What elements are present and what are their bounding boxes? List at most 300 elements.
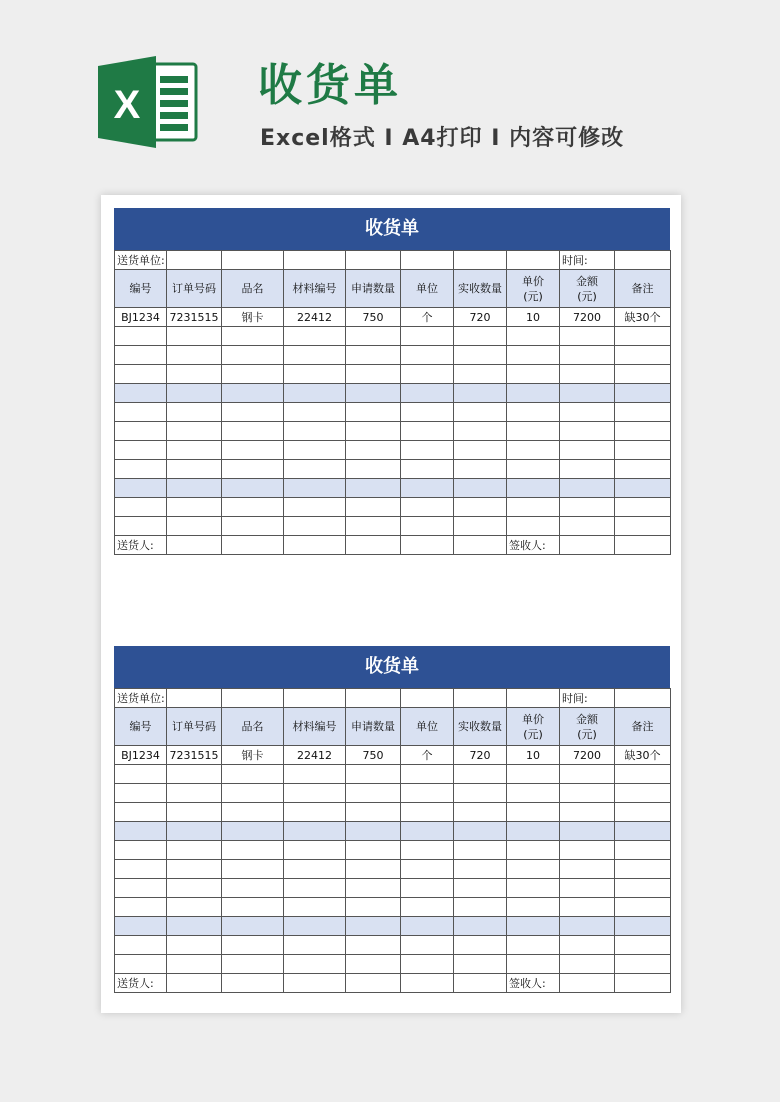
data-cell[interactable]	[284, 879, 346, 898]
data-cell[interactable]	[167, 841, 222, 860]
data-cell[interactable]	[222, 403, 284, 422]
input-cell[interactable]	[222, 251, 284, 270]
input-cell[interactable]	[454, 536, 507, 555]
data-cell[interactable]	[454, 860, 507, 879]
input-cell[interactable]	[615, 974, 671, 993]
data-cell[interactable]	[401, 327, 454, 346]
data-cell[interactable]	[167, 765, 222, 784]
data-cell[interactable]	[115, 936, 167, 955]
data-cell[interactable]	[346, 822, 401, 841]
data-cell[interactable]	[454, 441, 507, 460]
data-cell[interactable]	[454, 346, 507, 365]
data-cell[interactable]	[560, 365, 615, 384]
data-cell[interactable]: 钢卡	[222, 308, 284, 327]
form-title: 收货单	[114, 208, 670, 250]
data-cell[interactable]	[115, 917, 167, 936]
column-header: 订单号码	[167, 270, 222, 308]
input-cell[interactable]	[615, 251, 671, 270]
data-cell[interactable]	[284, 365, 346, 384]
data-cell[interactable]	[222, 441, 284, 460]
data-cell[interactable]	[507, 822, 560, 841]
column-header: 金额 (元)	[560, 708, 615, 746]
data-cell[interactable]	[401, 955, 454, 974]
data-cell[interactable]	[615, 784, 671, 803]
data-cell[interactable]	[560, 898, 615, 917]
data-cell[interactable]	[346, 479, 401, 498]
input-cell[interactable]	[454, 689, 507, 708]
data-cell[interactable]	[222, 803, 284, 822]
data-cell[interactable]: BJ1234	[115, 308, 167, 327]
data-cell[interactable]	[560, 860, 615, 879]
data-cell[interactable]	[454, 384, 507, 403]
data-cell[interactable]	[346, 936, 401, 955]
info-row	[115, 689, 671, 708]
data-cell[interactable]	[222, 327, 284, 346]
data-cell[interactable]	[401, 422, 454, 441]
data-cell[interactable]	[507, 498, 560, 517]
data-cell[interactable]	[167, 879, 222, 898]
data-cell[interactable]: 720	[454, 308, 507, 327]
data-cell[interactable]	[115, 460, 167, 479]
data-cell[interactable]	[615, 955, 671, 974]
data-cell[interactable]	[346, 327, 401, 346]
data-cell[interactable]	[167, 346, 222, 365]
data-cell[interactable]	[222, 517, 284, 536]
data-cell[interactable]	[167, 403, 222, 422]
data-cell[interactable]	[401, 498, 454, 517]
document-paper	[101, 195, 681, 1013]
data-cell[interactable]: 钢卡	[222, 746, 284, 765]
data-cell[interactable]	[284, 441, 346, 460]
data-cell[interactable]	[167, 441, 222, 460]
data-cell[interactable]	[560, 936, 615, 955]
data-cell[interactable]	[401, 365, 454, 384]
data-cell[interactable]	[401, 460, 454, 479]
data-cell[interactable]	[222, 898, 284, 917]
data-cell[interactable]	[401, 841, 454, 860]
input-cell[interactable]	[284, 689, 346, 708]
column-header: 编号	[115, 708, 167, 746]
data-cell[interactable]	[401, 936, 454, 955]
data-cell[interactable]	[222, 384, 284, 403]
data-cell[interactable]	[346, 784, 401, 803]
table-row	[115, 308, 671, 327]
data-cell[interactable]	[167, 460, 222, 479]
data-cell[interactable]	[560, 460, 615, 479]
data-cell[interactable]	[284, 898, 346, 917]
data-cell[interactable]	[507, 955, 560, 974]
data-cell[interactable]	[222, 917, 284, 936]
data-cell[interactable]	[284, 841, 346, 860]
data-cell[interactable]	[115, 803, 167, 822]
table-row	[115, 327, 671, 346]
data-cell[interactable]	[284, 822, 346, 841]
time-label: 时间:	[560, 251, 615, 270]
data-cell[interactable]: 7200	[560, 746, 615, 765]
data-cell[interactable]	[454, 765, 507, 784]
data-cell[interactable]	[115, 841, 167, 860]
column-header: 订单号码	[167, 708, 222, 746]
data-cell[interactable]	[115, 822, 167, 841]
data-cell[interactable]	[560, 765, 615, 784]
input-cell[interactable]	[167, 689, 222, 708]
data-cell[interactable]	[507, 384, 560, 403]
data-cell[interactable]	[401, 517, 454, 536]
data-cell[interactable]: 7200	[560, 308, 615, 327]
data-cell[interactable]	[615, 441, 671, 460]
data-cell[interactable]	[560, 841, 615, 860]
input-cell[interactable]	[284, 536, 346, 555]
data-cell[interactable]	[615, 803, 671, 822]
column-header: 材料编号	[284, 708, 346, 746]
input-cell[interactable]	[167, 251, 222, 270]
input-cell[interactable]	[507, 689, 560, 708]
table-row	[115, 803, 671, 822]
data-cell[interactable]	[507, 898, 560, 917]
data-cell[interactable]	[507, 460, 560, 479]
data-cell[interactable]	[346, 841, 401, 860]
data-cell[interactable]	[284, 479, 346, 498]
data-cell[interactable]	[222, 422, 284, 441]
input-cell[interactable]	[615, 536, 671, 555]
data-cell[interactable]	[615, 422, 671, 441]
data-cell[interactable]	[615, 517, 671, 536]
data-cell[interactable]	[167, 384, 222, 403]
data-cell[interactable]	[560, 517, 615, 536]
data-cell[interactable]	[454, 460, 507, 479]
data-cell[interactable]	[346, 460, 401, 479]
column-header: 备注	[615, 270, 671, 308]
data-cell[interactable]	[284, 784, 346, 803]
data-cell[interactable]	[401, 765, 454, 784]
data-cell[interactable]	[115, 384, 167, 403]
data-cell[interactable]	[507, 346, 560, 365]
data-cell[interactable]	[401, 441, 454, 460]
data-cell[interactable]	[115, 403, 167, 422]
data-cell[interactable]	[167, 365, 222, 384]
data-cell[interactable]	[115, 898, 167, 917]
data-cell[interactable]	[615, 479, 671, 498]
input-cell[interactable]	[401, 689, 454, 708]
data-cell[interactable]	[346, 803, 401, 822]
data-cell[interactable]	[346, 917, 401, 936]
data-cell[interactable]	[222, 955, 284, 974]
data-cell[interactable]	[115, 479, 167, 498]
input-cell[interactable]	[346, 536, 401, 555]
data-cell[interactable]	[346, 384, 401, 403]
data-cell[interactable]	[167, 822, 222, 841]
column-header: 申请数量	[346, 270, 401, 308]
data-cell[interactable]	[115, 346, 167, 365]
data-cell[interactable]	[401, 917, 454, 936]
data-cell[interactable]	[167, 422, 222, 441]
input-cell[interactable]	[507, 251, 560, 270]
data-cell[interactable]	[560, 803, 615, 822]
data-cell[interactable]	[401, 803, 454, 822]
data-cell[interactable]: 个	[401, 746, 454, 765]
data-cell[interactable]	[222, 784, 284, 803]
data-cell[interactable]	[115, 879, 167, 898]
excel-logo-letter: X	[113, 83, 141, 127]
data-cell[interactable]	[115, 765, 167, 784]
input-cell[interactable]	[454, 251, 507, 270]
data-cell[interactable]	[167, 936, 222, 955]
data-cell[interactable]	[115, 441, 167, 460]
input-cell[interactable]	[222, 689, 284, 708]
input-cell[interactable]	[222, 974, 284, 993]
data-cell[interactable]	[507, 803, 560, 822]
data-cell[interactable]: 10	[507, 308, 560, 327]
data-cell[interactable]	[401, 479, 454, 498]
data-cell[interactable]	[167, 517, 222, 536]
data-cell[interactable]	[222, 460, 284, 479]
data-cell[interactable]	[346, 898, 401, 917]
data-cell[interactable]	[615, 841, 671, 860]
data-cell[interactable]	[454, 479, 507, 498]
data-cell[interactable]	[167, 479, 222, 498]
data-cell[interactable]	[615, 879, 671, 898]
receiver-label: 签收人:	[507, 974, 560, 993]
data-cell[interactable]	[401, 784, 454, 803]
data-cell[interactable]	[401, 860, 454, 879]
data-cell[interactable]	[346, 403, 401, 422]
data-cell[interactable]	[560, 917, 615, 936]
data-cell[interactable]	[560, 384, 615, 403]
data-cell[interactable]	[284, 327, 346, 346]
data-cell[interactable]	[454, 898, 507, 917]
input-cell[interactable]	[401, 536, 454, 555]
supplier-label: 送货单位:	[115, 689, 167, 708]
data-cell[interactable]	[115, 327, 167, 346]
data-cell[interactable]	[454, 403, 507, 422]
data-cell[interactable]	[222, 936, 284, 955]
data-cell[interactable]	[284, 460, 346, 479]
data-cell[interactable]	[346, 422, 401, 441]
data-cell[interactable]	[615, 346, 671, 365]
data-cell[interactable]: 22412	[284, 308, 346, 327]
data-cell[interactable]: 750	[346, 746, 401, 765]
data-cell[interactable]	[454, 517, 507, 536]
data-cell[interactable]	[615, 460, 671, 479]
data-cell[interactable]	[454, 803, 507, 822]
data-cell[interactable]	[284, 860, 346, 879]
input-cell[interactable]	[222, 536, 284, 555]
data-cell[interactable]	[560, 822, 615, 841]
data-cell[interactable]	[115, 784, 167, 803]
data-cell[interactable]	[454, 422, 507, 441]
data-cell[interactable]	[454, 955, 507, 974]
data-cell[interactable]	[507, 403, 560, 422]
data-cell[interactable]: 10	[507, 746, 560, 765]
column-header: 单价 (元)	[507, 708, 560, 746]
input-cell[interactable]	[346, 974, 401, 993]
data-cell[interactable]	[401, 898, 454, 917]
supplier-label: 送货单位:	[115, 251, 167, 270]
data-cell[interactable]	[615, 936, 671, 955]
data-cell[interactable]	[115, 955, 167, 974]
data-cell[interactable]	[115, 422, 167, 441]
data-cell[interactable]	[346, 498, 401, 517]
table-row	[115, 517, 671, 536]
data-cell[interactable]	[346, 765, 401, 784]
data-cell[interactable]	[615, 327, 671, 346]
data-cell[interactable]	[284, 498, 346, 517]
data-cell[interactable]	[167, 327, 222, 346]
input-cell[interactable]	[167, 974, 222, 993]
data-cell[interactable]: BJ1234	[115, 746, 167, 765]
data-cell[interactable]	[507, 479, 560, 498]
data-cell[interactable]	[401, 384, 454, 403]
receiver-label: 签收人:	[507, 536, 560, 555]
input-cell[interactable]	[346, 689, 401, 708]
data-cell[interactable]	[284, 422, 346, 441]
data-cell[interactable]	[284, 384, 346, 403]
data-cell[interactable]	[346, 860, 401, 879]
column-header: 品名	[222, 708, 284, 746]
sender-label: 送货人:	[115, 974, 167, 993]
data-cell[interactable]	[284, 765, 346, 784]
data-cell[interactable]: 750	[346, 308, 401, 327]
data-cell[interactable]: 缺30个	[615, 308, 671, 327]
data-cell[interactable]	[507, 365, 560, 384]
data-cell[interactable]: 22412	[284, 746, 346, 765]
data-cell[interactable]	[222, 860, 284, 879]
input-cell[interactable]	[560, 536, 615, 555]
input-cell[interactable]	[284, 251, 346, 270]
data-cell[interactable]	[401, 822, 454, 841]
data-cell[interactable]	[560, 784, 615, 803]
data-cell[interactable]	[454, 327, 507, 346]
data-cell[interactable]	[401, 879, 454, 898]
data-cell[interactable]	[507, 422, 560, 441]
data-cell[interactable]	[507, 765, 560, 784]
data-cell[interactable]	[401, 346, 454, 365]
data-cell[interactable]	[284, 346, 346, 365]
data-cell[interactable]	[454, 879, 507, 898]
data-cell[interactable]	[507, 517, 560, 536]
input-cell[interactable]	[615, 689, 671, 708]
data-cell[interactable]	[454, 784, 507, 803]
time-label: 时间:	[560, 689, 615, 708]
input-cell[interactable]	[560, 974, 615, 993]
data-cell[interactable]	[615, 365, 671, 384]
data-cell[interactable]	[346, 441, 401, 460]
data-cell[interactable]	[222, 498, 284, 517]
data-cell[interactable]	[560, 498, 615, 517]
data-cell[interactable]	[167, 898, 222, 917]
data-cell[interactable]	[115, 365, 167, 384]
data-cell[interactable]	[284, 517, 346, 536]
data-cell[interactable]	[115, 517, 167, 536]
data-cell[interactable]	[454, 917, 507, 936]
data-cell[interactable]	[222, 479, 284, 498]
data-cell[interactable]	[284, 936, 346, 955]
table-row	[115, 879, 671, 898]
data-cell[interactable]	[560, 327, 615, 346]
input-cell[interactable]	[167, 536, 222, 555]
data-cell[interactable]	[222, 841, 284, 860]
data-cell[interactable]	[615, 498, 671, 517]
data-cell[interactable]	[167, 498, 222, 517]
data-cell[interactable]	[507, 936, 560, 955]
data-cell[interactable]	[507, 917, 560, 936]
data-cell[interactable]	[507, 879, 560, 898]
data-cell[interactable]	[284, 955, 346, 974]
data-cell[interactable]	[167, 803, 222, 822]
data-cell[interactable]	[222, 365, 284, 384]
data-cell[interactable]	[560, 955, 615, 974]
data-cell[interactable]	[507, 860, 560, 879]
data-cell[interactable]	[167, 955, 222, 974]
data-cell[interactable]	[222, 765, 284, 784]
data-cell[interactable]	[560, 479, 615, 498]
data-cell[interactable]	[115, 860, 167, 879]
input-cell[interactable]	[454, 974, 507, 993]
data-cell[interactable]	[560, 879, 615, 898]
data-cell[interactable]	[615, 917, 671, 936]
input-cell[interactable]	[284, 974, 346, 993]
data-cell[interactable]	[507, 441, 560, 460]
input-cell[interactable]	[401, 974, 454, 993]
data-cell[interactable]	[615, 822, 671, 841]
data-cell[interactable]: 720	[454, 746, 507, 765]
data-cell[interactable]	[560, 422, 615, 441]
data-cell[interactable]	[615, 860, 671, 879]
data-cell[interactable]	[615, 384, 671, 403]
data-cell[interactable]	[167, 917, 222, 936]
table-row	[115, 917, 671, 936]
data-cell[interactable]: 个	[401, 308, 454, 327]
data-cell[interactable]	[401, 403, 454, 422]
data-cell[interactable]	[615, 403, 671, 422]
data-cell[interactable]	[346, 955, 401, 974]
data-cell[interactable]	[222, 822, 284, 841]
data-cell[interactable]	[284, 403, 346, 422]
data-cell[interactable]	[507, 327, 560, 346]
data-cell[interactable]	[507, 841, 560, 860]
data-cell[interactable]	[346, 517, 401, 536]
data-cell[interactable]: 缺30个	[615, 746, 671, 765]
data-cell[interactable]: 7231515	[167, 746, 222, 765]
data-cell[interactable]	[454, 822, 507, 841]
data-cell[interactable]	[454, 841, 507, 860]
data-cell[interactable]	[284, 803, 346, 822]
data-cell[interactable]	[222, 879, 284, 898]
column-header: 品名	[222, 270, 284, 308]
data-cell[interactable]	[560, 441, 615, 460]
input-cell[interactable]	[346, 251, 401, 270]
data-cell[interactable]	[615, 765, 671, 784]
data-cell[interactable]	[454, 498, 507, 517]
data-cell[interactable]	[454, 365, 507, 384]
data-cell[interactable]	[454, 936, 507, 955]
data-cell[interactable]	[222, 346, 284, 365]
data-cell[interactable]	[167, 860, 222, 879]
data-cell[interactable]	[346, 346, 401, 365]
data-cell[interactable]	[507, 784, 560, 803]
data-cell[interactable]	[615, 898, 671, 917]
data-cell[interactable]	[115, 498, 167, 517]
data-cell[interactable]	[560, 346, 615, 365]
data-cell[interactable]	[346, 879, 401, 898]
data-cell[interactable]	[284, 917, 346, 936]
data-cell[interactable]	[560, 403, 615, 422]
data-cell[interactable]	[167, 784, 222, 803]
receipt-table	[114, 250, 671, 555]
input-cell[interactable]	[401, 251, 454, 270]
data-cell[interactable]: 7231515	[167, 308, 222, 327]
data-cell[interactable]	[346, 365, 401, 384]
